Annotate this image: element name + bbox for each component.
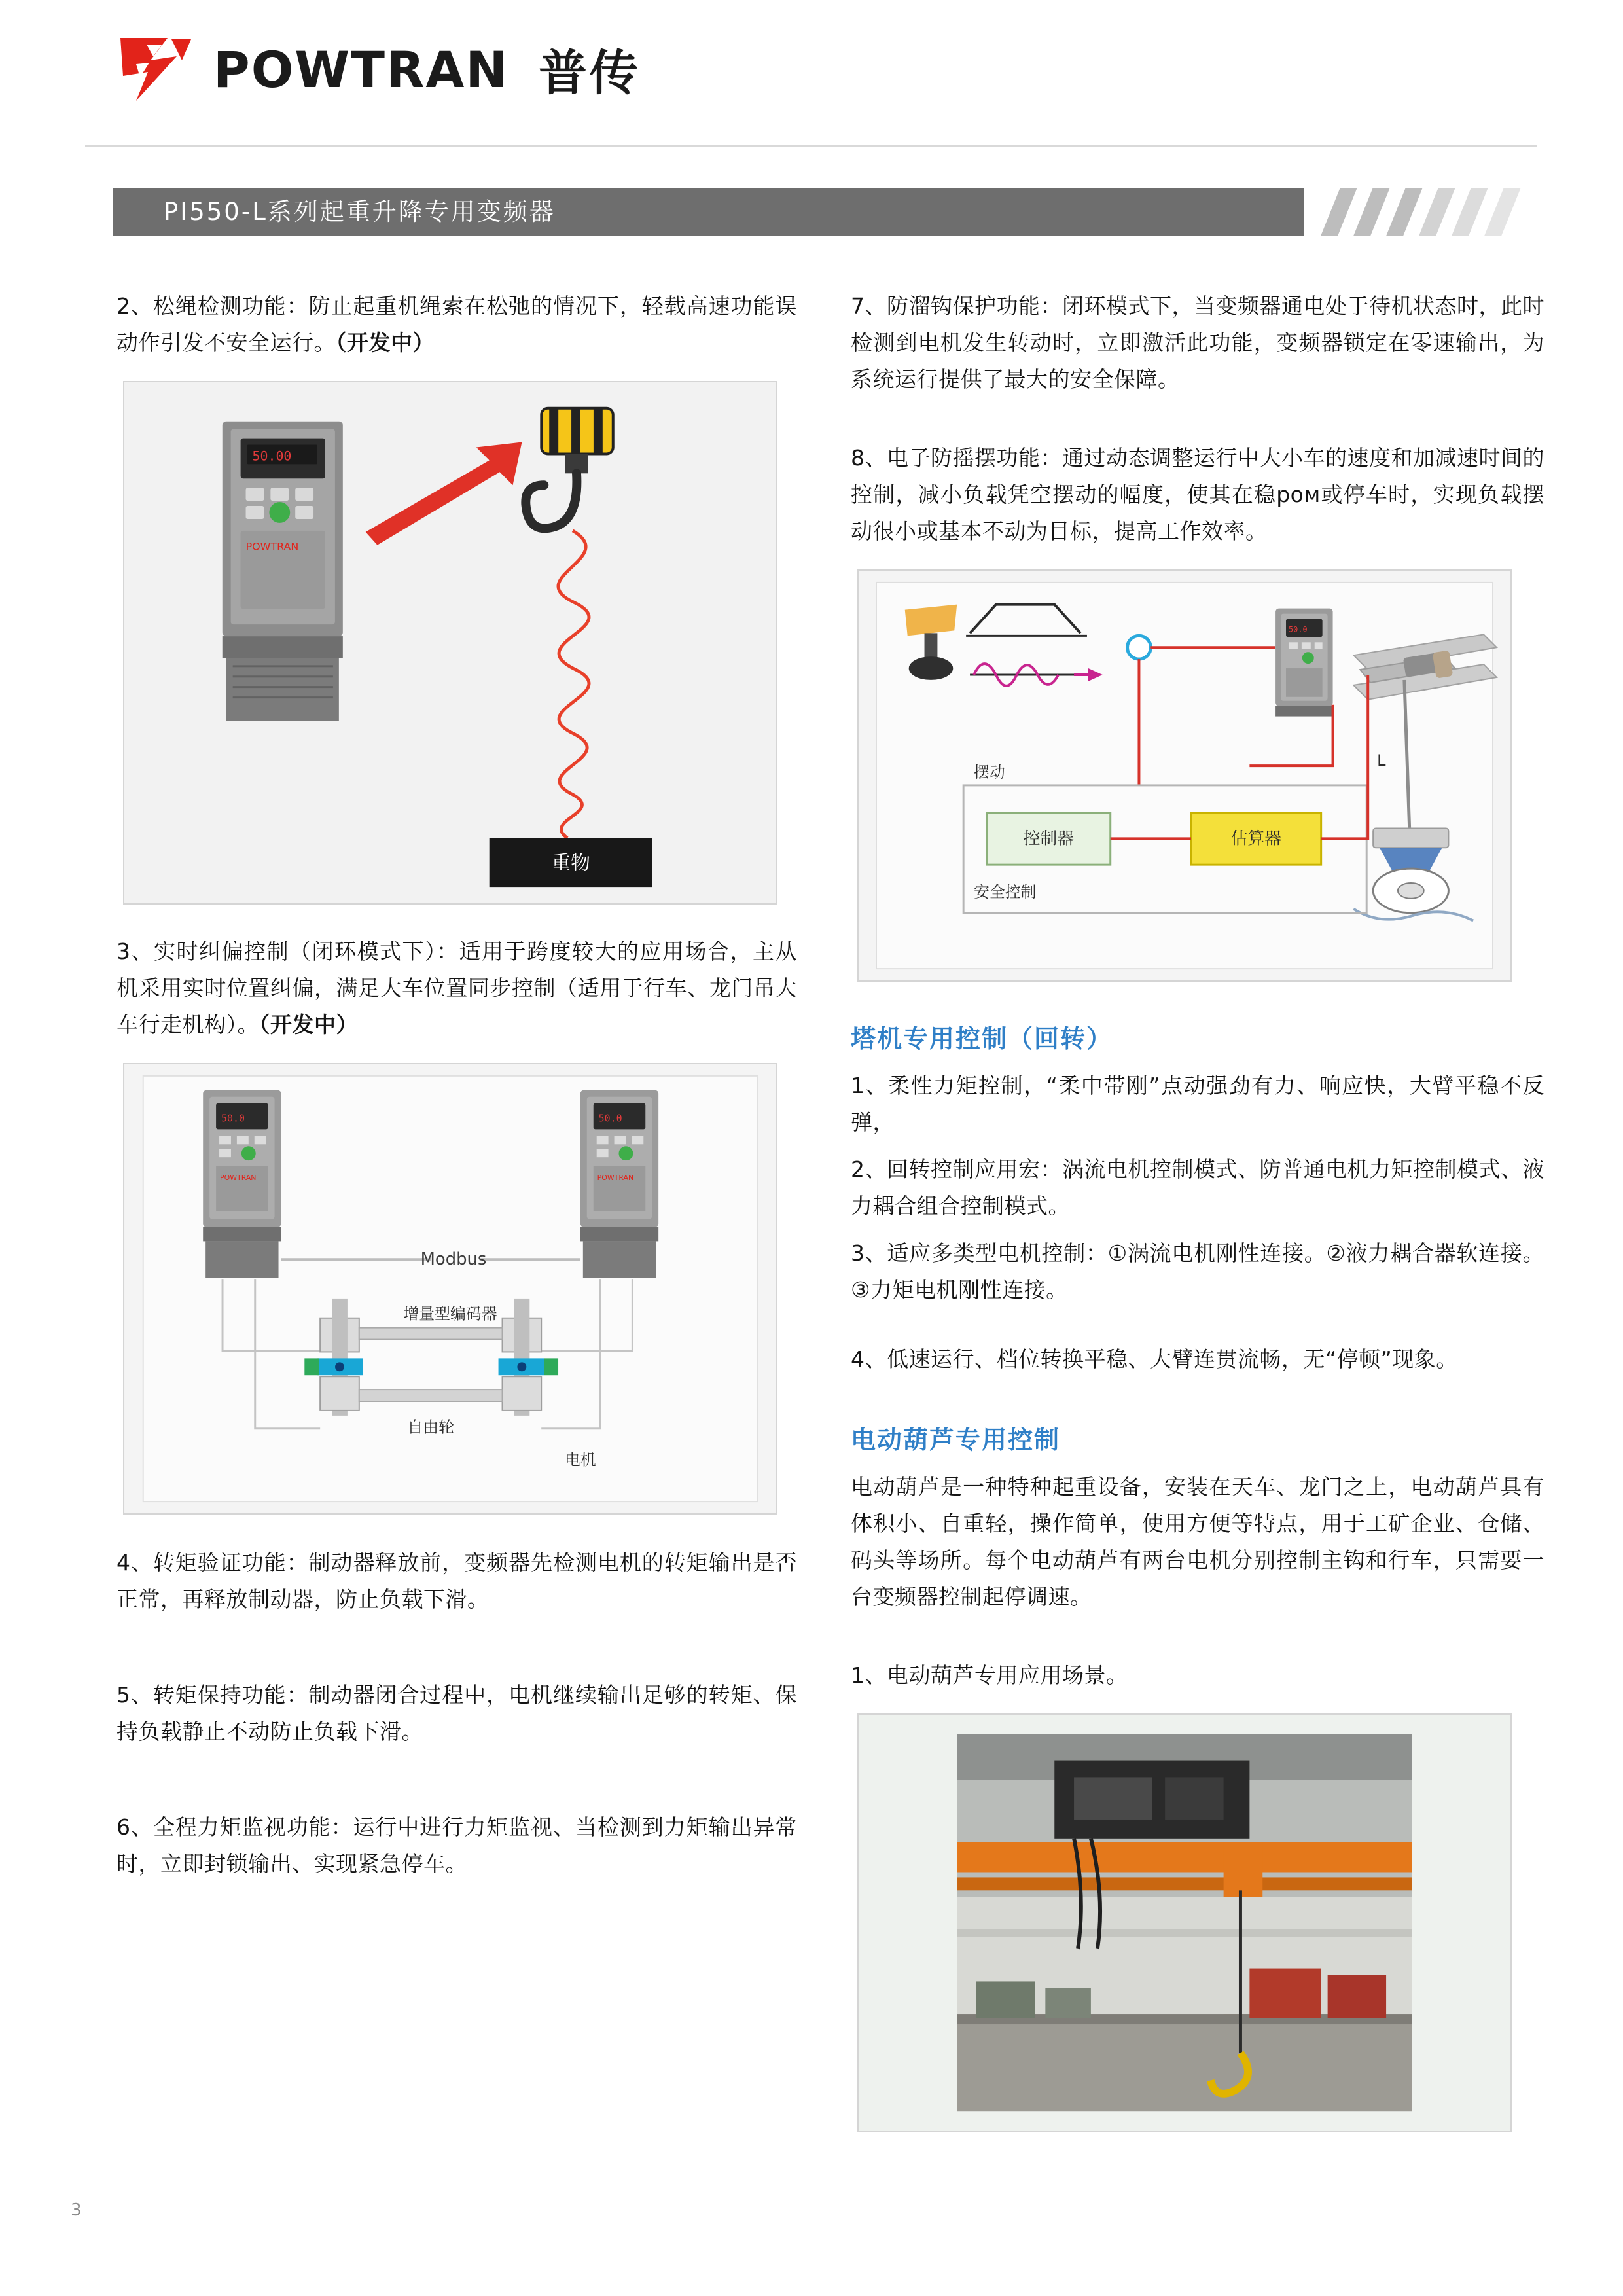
feature-item-2-note: （开发中）	[336, 330, 435, 355]
brand-name-cn: 普传	[538, 45, 641, 101]
feature-item-3-note: （开发中）	[259, 1012, 358, 1037]
powtran-flame-logo-icon	[116, 34, 195, 105]
svg-text:POWTRAN: POWTRAN	[597, 1173, 634, 1182]
svg-text:50.0: 50.0	[598, 1112, 622, 1124]
summing-node-icon	[1128, 636, 1151, 659]
header-divider	[85, 145, 1537, 147]
feature-item-3	[116, 933, 797, 1043]
svg-text:Modbus: Modbus	[420, 1249, 487, 1270]
tower-point-1: 1、柔性力矩控制，“柔中带刚”点动强劲有力、响应快，大臂平稳不反弹，	[851, 1073, 1544, 1135]
left-column	[116, 288, 797, 1902]
brand-header	[116, 34, 641, 105]
tower-point-3: 3、适应多类型电机控制：①涡流电机刚性连接。②液力耦合器软连接。③力矩电机刚性连接。	[851, 1240, 1544, 1302]
slack-rope-detection-figure	[123, 381, 777, 905]
title-decoration	[1304, 188, 1537, 236]
electronic-anti-sway-figure	[857, 569, 1512, 982]
brand-name: POWTRAN	[213, 40, 508, 99]
svg-text:50.0: 50.0	[1288, 624, 1308, 634]
page-title: PI550-L系列起重升降专用变频器	[164, 198, 556, 226]
svg-text:POWTRAN: POWTRAN	[220, 1173, 257, 1182]
feature-item-7: 7、防溜钩保护功能：闭环模式下，当变频器通电处于待机状态时，此时检测到电机发生转动时，立即激活此功能，变频器锁定在零速输出，为系统运行提供了最大的安全保障。	[851, 293, 1544, 392]
real-time-deviation-correction-figure	[123, 1063, 777, 1515]
svg-text:50.00: 50.00	[252, 448, 292, 464]
svg-text:控制器: 控制器	[1023, 829, 1075, 849]
document-title-bar	[113, 188, 1304, 236]
feature-item-6: 6、全程力矩监视功能：运行中进行力矩监视、当检测到力矩输出异常时，立即封锁输出、实现紧急停车。	[116, 1814, 797, 1876]
tower-point-2: 2、回转控制应用宏：涡流电机控制模式、防普通电机力矩控制模式、液力耦合组合控制模式。	[851, 1157, 1544, 1219]
feature-item-2-text: 2、松绳检测功能：防止起重机绳索在松弛的情况下，轻载高速功能误动作引发不安全运行。	[116, 293, 797, 355]
section-heading-tower: 塔机专用控制（回转）	[851, 1024, 1113, 1053]
feature-item-2	[116, 288, 797, 361]
tower-point-4: 4、低速运行、档位转换平稳、大臂连贯流畅，无“停顿”现象。	[851, 1346, 1458, 1372]
feature-item-4: 4、转矩验证功能：制动器释放前，变频器先检测电机的转矩输出是否正常，再释放制动器，防止负载下滑。	[116, 1550, 797, 1612]
svg-text:安全控制: 安全控制	[974, 882, 1037, 901]
feature-item-5: 5、转矩保持功能：制动器闭合过程中，电机继续输出足够的转矩、保持负载静止不动防止负载下滑。	[116, 1682, 797, 1744]
hoist-point-1: 1、电动葫芦专用应用场景。	[851, 1662, 1128, 1688]
electric-hoist-application-photo	[857, 1713, 1512, 2132]
svg-text:L: L	[1377, 751, 1386, 770]
hoist-intro: 电动葫芦是一种特种起重设备，安装在天车、龙门之上，电动葫芦具有体积小、自重轻，操作简单，使用方便等特点，用于工矿企业、仓储、码头等场所。每个电动葫芦有两台电机分别控制主钩和行车，只需要一台变频器控制起停调速。	[851, 1474, 1544, 1609]
svg-text:增量型编码器: 增量型编码器	[403, 1304, 497, 1323]
svg-text:估算器: 估算器	[1230, 829, 1282, 849]
svg-text:POWTRAN: POWTRAN	[245, 540, 299, 553]
right-column	[851, 288, 1544, 2132]
section-heading-hoist: 电动葫芦专用控制	[851, 1426, 1061, 1454]
svg-text:50.0: 50.0	[221, 1112, 245, 1124]
feature-item-8: 8、电子防摇摆功能：通过动态调整运行中大小车的速度和加减速时间的控制，减小负载凭空摆动的幅度，使其在稳ром或停车时，实现负载摆动很小或基本不动为目标，提高工作效率。	[851, 445, 1544, 544]
svg-text:自由轮: 自由轮	[407, 1418, 454, 1437]
svg-text:电机: 电机	[564, 1450, 596, 1469]
feature-item-3-text: 3、实时纠偏控制（闭环模式下）：适用于跨度较大的应用场合，主从机采用实时位置纠偏，满足大车位置同步控制（适用于行车、龙门吊大车行走机构）。	[116, 939, 797, 1037]
page-number: 3	[71, 2200, 82, 2220]
svg-text:摆动: 摆动	[974, 762, 1005, 781]
svg-text:重物: 重物	[551, 852, 590, 875]
